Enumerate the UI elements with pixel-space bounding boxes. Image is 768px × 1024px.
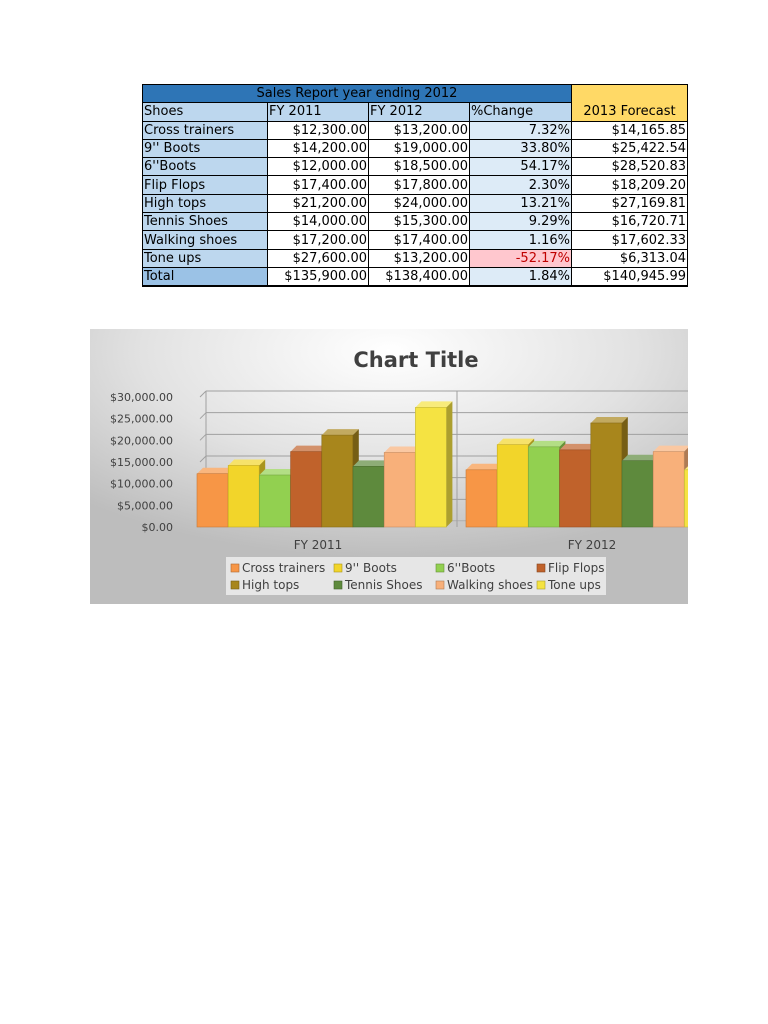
sales-chart[interactable] bbox=[90, 329, 688, 604]
cell-fy2011[interactable]: $17,200.00 bbox=[268, 231, 369, 249]
table-row bbox=[143, 176, 688, 194]
table-row bbox=[143, 158, 688, 176]
bar-front bbox=[560, 450, 591, 527]
total-forecast[interactable]: $140,945.99 bbox=[572, 267, 688, 286]
bar-front bbox=[653, 452, 684, 527]
cell-change[interactable]: 2.30% bbox=[470, 176, 572, 194]
legend-label: Tennis Shoes bbox=[345, 578, 423, 592]
cell-fy2011[interactable]: $27,600.00 bbox=[268, 249, 369, 267]
row-label[interactable]: Flip Flops bbox=[143, 176, 268, 194]
table-row bbox=[143, 249, 688, 267]
y-tick-label: $5,000.00 bbox=[117, 499, 173, 513]
legend-label: Flip Flops bbox=[548, 561, 605, 575]
legend-entry[interactable] bbox=[231, 561, 325, 575]
cell-change[interactable]: 1.16% bbox=[470, 231, 572, 249]
bar-front bbox=[384, 452, 415, 527]
cell-fy2012[interactable]: $18,500.00 bbox=[369, 158, 470, 176]
row-label[interactable]: Cross trainers bbox=[143, 121, 268, 139]
table-row bbox=[143, 194, 688, 212]
cell-forecast[interactable]: $18,209.20 bbox=[572, 176, 688, 194]
total-fy2011[interactable]: $135,900.00 bbox=[268, 267, 369, 286]
cell-fy2012[interactable]: $17,800.00 bbox=[369, 176, 470, 194]
y-tick-label: $25,000.00 bbox=[110, 412, 173, 426]
bar-side bbox=[446, 401, 452, 527]
total-fy2012[interactable]: $138,400.00 bbox=[369, 267, 470, 286]
row-label[interactable]: Tennis Shoes bbox=[143, 213, 268, 231]
legend-label: Tone ups bbox=[548, 578, 601, 592]
cell-fy2012[interactable]: $15,300.00 bbox=[369, 213, 470, 231]
cell-change[interactable]: 9.29% bbox=[470, 213, 572, 231]
bar-top bbox=[415, 401, 452, 407]
legend-swatch bbox=[436, 581, 444, 589]
cell-change-negative[interactable]: -52.17% bbox=[470, 249, 572, 267]
legend-label: 6''Boots bbox=[447, 561, 496, 575]
legend-swatch bbox=[334, 581, 342, 589]
bar-top bbox=[528, 441, 565, 447]
bar-top bbox=[497, 439, 534, 445]
bar-front bbox=[353, 466, 384, 527]
bar-front bbox=[197, 474, 228, 527]
cell-fy2011[interactable]: $21,200.00 bbox=[268, 194, 369, 212]
legend-label: Walking shoes bbox=[447, 578, 533, 592]
row-label[interactable]: Walking shoes bbox=[143, 231, 268, 249]
cell-fy2011[interactable]: $12,000.00 bbox=[268, 158, 369, 176]
cell-fy2012[interactable]: $19,000.00 bbox=[369, 139, 470, 157]
bar-front bbox=[228, 465, 259, 527]
bar-front bbox=[684, 470, 688, 527]
header-shoes[interactable]: Shoes bbox=[143, 103, 268, 121]
y-tick-label: $0.00 bbox=[141, 521, 173, 534]
legend-swatch bbox=[231, 564, 239, 572]
bar-top bbox=[322, 429, 359, 435]
bar-front bbox=[591, 423, 622, 527]
cell-fy2012[interactable]: $17,400.00 bbox=[369, 231, 470, 249]
table-row bbox=[143, 213, 688, 231]
y-tick-label: $10,000.00 bbox=[110, 477, 173, 491]
cell-fy2012[interactable]: $24,000.00 bbox=[369, 194, 470, 212]
bar-front bbox=[322, 435, 353, 527]
bar-top bbox=[591, 417, 628, 423]
legend-entry[interactable] bbox=[334, 578, 422, 592]
bar-front bbox=[259, 475, 290, 527]
bar-front bbox=[466, 470, 497, 527]
cell-forecast[interactable]: $16,720.71 bbox=[572, 213, 688, 231]
y-tick-label: $15,000.00 bbox=[110, 456, 173, 469]
table-row bbox=[143, 231, 688, 249]
legend-entry[interactable] bbox=[537, 561, 604, 575]
legend-swatch bbox=[231, 581, 239, 589]
chart-title[interactable]: Chart Title bbox=[353, 348, 479, 372]
legend-swatch bbox=[436, 564, 444, 572]
header-forecast[interactable]: 2013 Forecast bbox=[572, 103, 688, 121]
x-category-label: FY 2011 bbox=[293, 538, 343, 552]
bar-front bbox=[415, 407, 446, 527]
legend-swatch bbox=[537, 581, 545, 589]
x-category-label: FY 2012 bbox=[567, 538, 617, 552]
row-label[interactable]: 9'' Boots bbox=[143, 139, 268, 157]
bar-front bbox=[622, 461, 653, 527]
y-tick-label: $20,000.00 bbox=[110, 434, 173, 448]
cell-change[interactable]: 13.21% bbox=[470, 194, 572, 212]
total-label[interactable]: Total bbox=[143, 267, 268, 286]
table-row bbox=[143, 121, 688, 139]
header-change[interactable]: %Change bbox=[470, 103, 572, 121]
legend-swatch bbox=[334, 564, 342, 572]
cell-change[interactable]: 54.17% bbox=[470, 158, 572, 176]
total-row bbox=[143, 267, 688, 286]
cell-fy2011[interactable]: $14,200.00 bbox=[268, 139, 369, 157]
header-fy2011[interactable]: FY 2011 bbox=[268, 103, 369, 121]
legend-label: 9'' Boots bbox=[345, 561, 397, 575]
bar[interactable] bbox=[653, 446, 688, 527]
cell-fy2012[interactable]: $13,200.00 bbox=[369, 121, 470, 139]
header-fy2012[interactable]: FY 2012 bbox=[369, 103, 470, 121]
bar-top bbox=[228, 459, 265, 465]
total-change[interactable]: 1.84% bbox=[470, 267, 572, 286]
legend-entry[interactable] bbox=[231, 578, 299, 592]
bar-front bbox=[528, 447, 559, 527]
cell-forecast[interactable]: $28,520.83 bbox=[572, 158, 688, 176]
cell-forecast[interactable]: $25,422.54 bbox=[572, 139, 688, 157]
cell-fy2011[interactable]: $17,400.00 bbox=[268, 176, 369, 194]
row-label[interactable]: High tops bbox=[143, 194, 268, 212]
cell-fy2012[interactable]: $13,200.00 bbox=[369, 249, 470, 267]
legend-label: High tops bbox=[242, 578, 300, 592]
cell-change[interactable]: 33.80% bbox=[470, 139, 572, 157]
legend-swatch bbox=[537, 564, 545, 572]
cell-forecast[interactable]: $14,165.85 bbox=[572, 121, 688, 139]
table-title[interactable]: Sales Report year ending 2012 bbox=[143, 85, 572, 103]
forecast-header-top[interactable] bbox=[572, 85, 688, 103]
sales-report-table bbox=[142, 84, 688, 287]
legend-label: Cross trainers bbox=[242, 561, 326, 575]
cell-forecast[interactable]: $6,313.04 bbox=[572, 249, 688, 267]
bar[interactable] bbox=[415, 401, 452, 527]
legend-entry[interactable] bbox=[436, 578, 533, 592]
row-label[interactable]: Tone ups bbox=[143, 249, 268, 267]
cell-fy2011[interactable]: $14,000.00 bbox=[268, 213, 369, 231]
cell-forecast[interactable]: $27,169.81 bbox=[572, 194, 688, 212]
cell-change[interactable]: 7.32% bbox=[470, 121, 572, 139]
table-row bbox=[143, 139, 688, 157]
chart-canvas bbox=[90, 329, 688, 604]
bar[interactable] bbox=[684, 464, 688, 527]
bar-top bbox=[653, 446, 688, 452]
cell-fy2011[interactable]: $12,300.00 bbox=[268, 121, 369, 139]
bar-front bbox=[291, 452, 322, 527]
cell-forecast[interactable]: $17,602.33 bbox=[572, 231, 688, 249]
y-tick-label: $30,000.00 bbox=[110, 391, 173, 404]
bar-front bbox=[497, 445, 528, 527]
row-label[interactable]: 6''Boots bbox=[143, 158, 268, 176]
